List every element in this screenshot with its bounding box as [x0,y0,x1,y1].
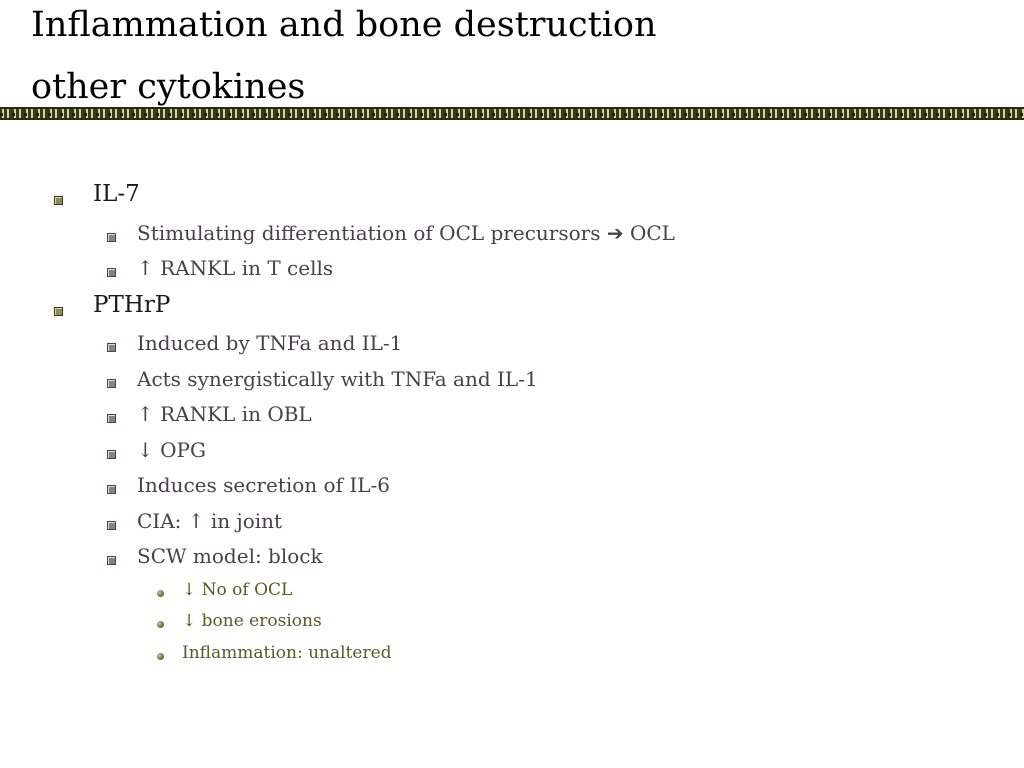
sub-bullet-pthrp-6: CIA: ↑ in joint [137,509,283,533]
square-bullet-icon [107,521,116,530]
square-bullet-icon [107,450,116,459]
square-bullet-icon [107,379,116,388]
slide-title-line-2: other cytokines [31,67,306,107]
square-bullet-icon [54,307,63,316]
sub-bullet-pthrp-5: Induces secretion of IL-6 [137,473,390,497]
sub-bullet-pthrp-1: Induced by TNFa and IL-1 [137,331,403,355]
sub-bullet-il7-1: Stimulating differentiation of OCL precursors ➔ OCL [137,221,675,245]
square-bullet-icon [107,343,116,352]
sub-sub-bullet-scw-1: ↓ No of OCL [182,580,293,600]
bullet-il7: IL-7 [93,181,140,207]
square-bullet-icon [107,414,116,423]
round-bullet-icon [157,621,164,628]
bullet-pthrp: PTHrP [93,292,171,318]
square-bullet-icon [54,196,63,205]
sub-bullet-pthrp-4: ↓ OPG [137,438,206,462]
round-bullet-icon [157,653,164,660]
sub-bullet-pthrp-3: ↑ RANKL in OBL [137,402,312,426]
square-bullet-icon [107,233,116,242]
square-bullet-icon [107,268,116,277]
square-bullet-icon [107,485,116,494]
square-bullet-icon [107,556,116,565]
round-bullet-icon [157,590,164,597]
sub-sub-bullet-scw-3: Inflammation: unaltered [182,643,392,663]
sub-sub-bullet-scw-2: ↓ bone erosions [182,611,322,631]
slide-title-line-1: Inflammation and bone destruction [31,5,657,45]
sub-bullet-pthrp-2: Acts synergistically with TNFa and IL-1 [137,367,538,391]
sub-bullet-il7-2: ↑ RANKL in T cells [137,256,334,280]
sub-bullet-pthrp-7: SCW model: block [137,544,323,568]
